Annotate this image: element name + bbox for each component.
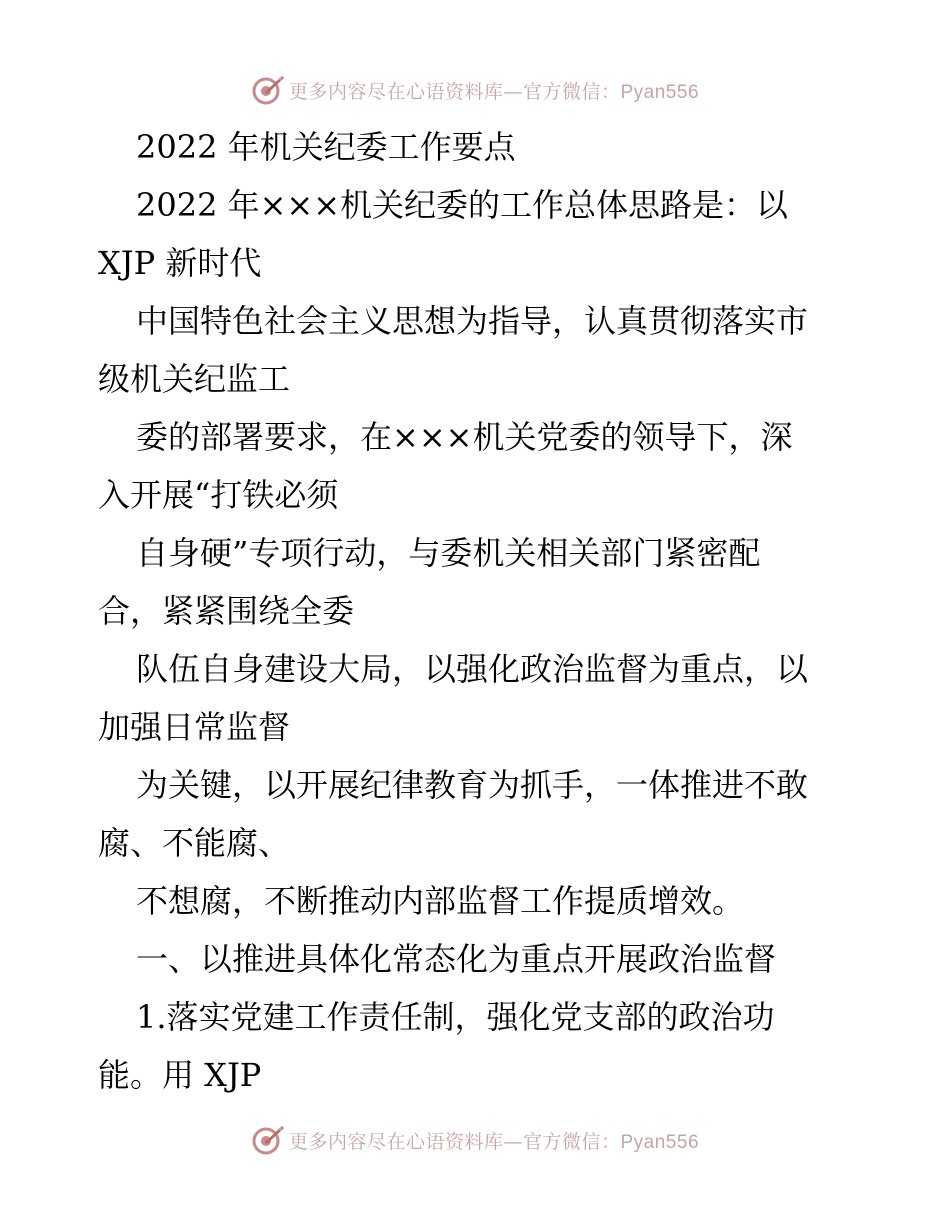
paragraph-line: 合，紧紧围绕全委 <box>98 592 355 630</box>
watermark-banner-bottom <box>0 1122 950 1158</box>
paragraph-line: 能。用 XJP <box>98 1056 262 1094</box>
paragraph-line: 1.落实党建工作责任制，强化党支部的政治功 <box>136 998 775 1036</box>
watermark-text: 更多内容尽在心语资料库—官方微信：Pyan556 <box>288 80 700 103</box>
document-body <box>98 118 858 1104</box>
paragraph-line: XJP 新时代 <box>98 244 262 282</box>
paragraph-line: 为关键，以开展纪律教育为抓手，一体推进不敢 <box>136 766 809 804</box>
paragraph-line: 委的部署要求，在×××机关党委的领导下，深 <box>136 418 793 456</box>
quill-seal-icon <box>251 73 285 107</box>
paragraph-line: 加强日常监督 <box>98 708 291 746</box>
paragraph-line: 中国特色社会主义思想为指导，认真贯彻落实市 <box>136 302 809 340</box>
watermark-banner-top <box>0 72 950 108</box>
section-heading: 一、以推进具体化常态化为重点开展政治监督 <box>136 940 777 978</box>
paragraph-line: 自身硬”专项行动，与委机关相关部门紧密配 <box>136 534 761 572</box>
paragraph-line: 腐、不能腐、 <box>98 824 291 862</box>
quill-seal-icon <box>251 1123 285 1157</box>
paragraph-line: 不想腐，不断推动内部监督工作提质增效。 <box>136 882 745 920</box>
paragraph-line: 2022 年×××机关纪委的工作总体思路是：以 <box>136 186 789 224</box>
paragraph-line: 级机关纪监工 <box>98 360 291 398</box>
paragraph-line: 入开展“打铁必须 <box>98 476 339 514</box>
watermark-text: 更多内容尽在心语资料库—官方微信：Pyan556 <box>288 1130 700 1153</box>
paragraph-line: 队伍自身建设大局，以强化政治监督为重点，以 <box>136 650 809 688</box>
document-title: 2022 年机关纪委工作要点 <box>136 128 516 166</box>
